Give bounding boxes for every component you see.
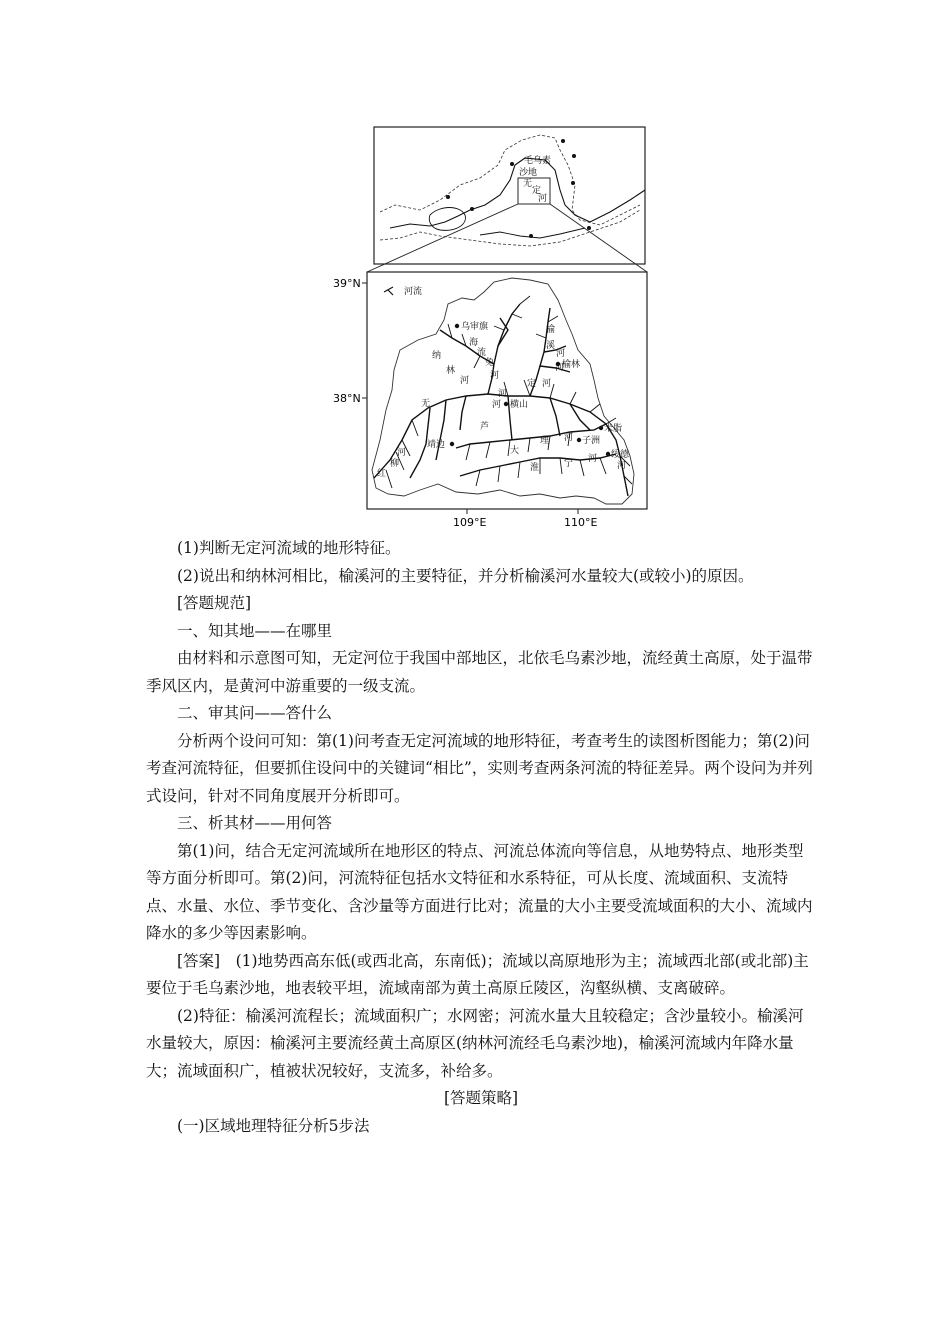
place-label: 绥德 [611,450,630,460]
map-label: 沙地 [519,168,538,178]
legend-label: 河流 [404,287,423,297]
boundary-line-south [380,210,640,246]
city-dot [529,234,533,238]
map-label: 河 [538,194,548,204]
lon-label-110: 110°E [564,516,598,529]
city-dot [587,226,591,230]
river-label: 河 [556,349,566,359]
river-label: 大 [510,446,520,456]
city-dot [561,139,565,143]
question-2: (2)说出和纳林河相比，榆溪河的主要特征，并分析榆溪河水量较大(或较小)的原因。 [177,566,754,585]
city-dot [470,207,474,211]
river-label: 理 [540,436,550,446]
city-dot [455,324,459,328]
river-label: 河 [490,371,500,381]
step3-text: 第(1)问，结合无定河流域所在地形区的特点、河流总体流向等信息，从地势特点、地形类型等方面分析即可。第(2)问，河流特征包括水文特征和水系特征，可从长度、流域面积、支流特点、水量、水位、季节变化、含沙量等方面进行比对；流量的大小主要受流域面积的大小、流域内降水的多少等因素影响。 [146,841,813,942]
city-dot [450,442,454,446]
lat-label-39: 39°N [333,277,361,290]
river-label: 河 [397,448,407,458]
river-label: 芦 [480,422,490,432]
step2-heading: 二、审其问——答什么 [177,704,333,722]
inset-frame [374,127,645,264]
connector-line [367,204,518,272]
answer-part-2: (2)特征：榆溪河流程长；流域面积广；水网密；河流水量大且较稳定；含沙量较小。榆溪河水量较大，原因：榆溪河主要流经黄土高原区(纳林河流经毛乌素沙地)，榆溪河流域内年降水量大；流域面积广，植被状况较好，支流多，补给多。 [146,1006,804,1080]
river-label: 纳 [432,351,442,361]
city-dot [571,181,575,185]
question-1: (1)判断无定河流域的地形特征。 [177,539,401,557]
river-label: 河 [555,363,565,373]
document-body [146,535,816,1140]
map-label: 无 [523,179,533,189]
river-label: 河 [588,454,598,464]
river-label: 河 [564,433,574,443]
place-label: 榆林 [562,360,581,370]
river-label: 无 [421,399,431,409]
river-legend-icon [384,287,393,295]
place-label: 米脂 [604,424,623,434]
river-label: 河 [492,400,502,410]
city-dot [599,426,603,430]
river-label: 榆 [546,325,556,335]
river-basin-map [330,120,660,530]
city-dot [510,162,514,166]
river-label: 河 [617,461,627,471]
yellow-river-line [390,158,645,228]
city-dot [504,402,508,406]
strategy-heading: [答题策略] [443,1089,519,1107]
city-dot [572,154,576,158]
river-label: 河 [542,379,552,389]
river-label: 定 [527,379,537,389]
river-label: 兔 [485,358,495,368]
place-label: 横山 [510,400,529,410]
river-label: 林 [446,366,456,376]
map-label: 毛乌素 [524,156,552,166]
river-label: 淮 [530,463,540,473]
city-dot [577,438,581,442]
lake-outline [429,208,465,231]
step3-heading: 三、析其材——用何答 [177,814,333,832]
lon-label-109: 109°E [453,516,487,529]
place-label: 乌审旗 [461,322,489,332]
strategy-item: (一)区域地理特征分析5步法 [177,1116,370,1135]
river-label: 流 [477,348,487,358]
step2-text: 分析两个设问可知：第(1)问考查无定河流域的地形特征，考查考生的读图析图能力；第(2)问考查河流特征，但要抓住设问中的关键词“相比”，实则考查两条河流的特征差异。两个设问为并列式设问，针对不同角度展开分析即可。 [146,731,813,805]
place-label: 靖边 [427,440,446,450]
city-dot [606,452,610,456]
river-label: 红 [377,469,387,479]
map-label: 定 [532,186,542,196]
river-label: 溪 [546,341,556,351]
city-dot [446,195,450,199]
step1-heading: 一、知其地——在哪里 [177,621,333,640]
norm-heading: [答题规范] [177,594,252,612]
river-label: 河 [498,389,508,399]
river-label: 海 [469,338,479,348]
answer-part-1: [答案] (1)地势西高东低(或西北高，东南低)；流域以高原地形为主；流域西北部(或北部)主要位于毛乌素沙地，地表较平坦，流域南部为黄土高原丘陵区，沟壑纵横、支离破碎。 [146,951,809,997]
river-label: 宁 [564,459,574,469]
step1-text: 由材料和示意图可知，无定河位于我国中部地区，北依毛乌素沙地，流经黄土高原，处于温带季风区内，是黄河中游重要的一级支流。 [146,649,813,695]
place-label: 子洲 [582,436,601,446]
river-label: 河 [460,376,470,386]
river-label: 柳 [390,459,400,469]
lat-label-38: 38°N [333,392,361,405]
